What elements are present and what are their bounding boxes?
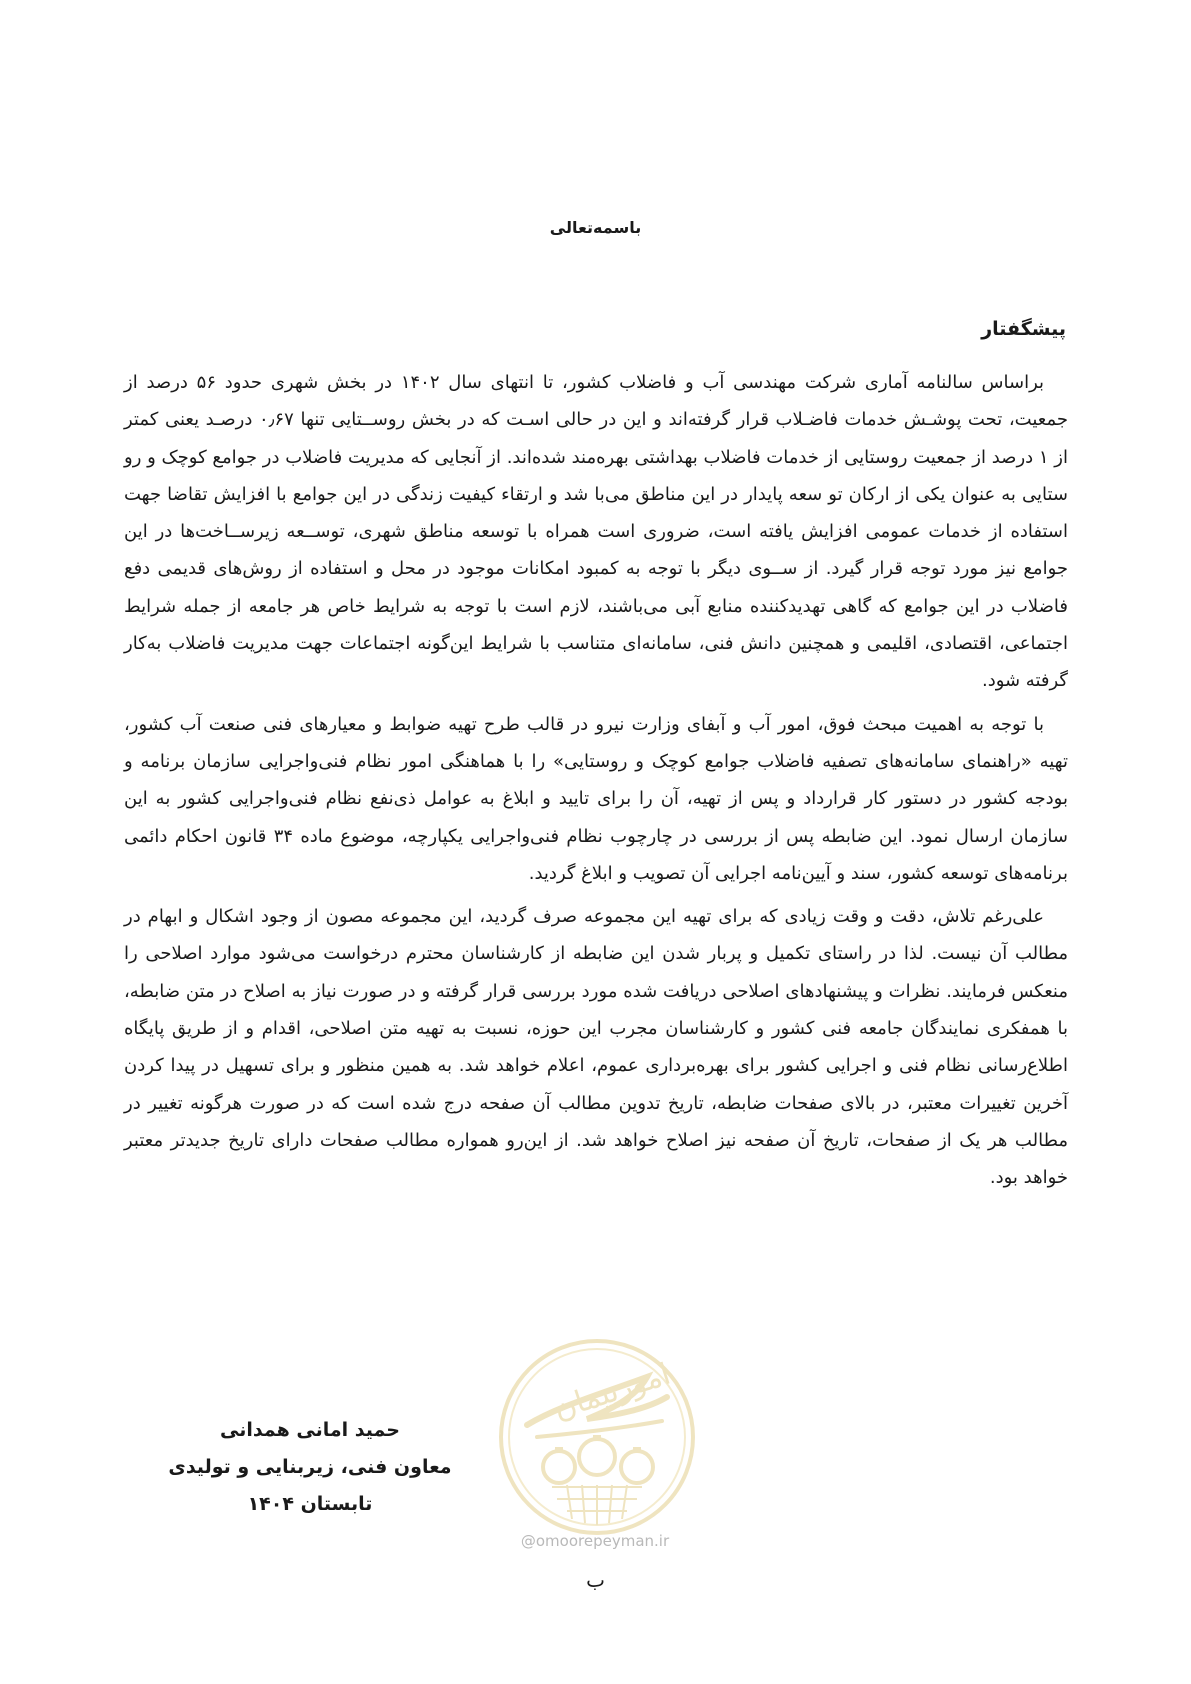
signatory-position: معاون فنی، زیربنایی و تولیدی bbox=[168, 1456, 452, 1478]
signatory-name: حمید امانی همدانی bbox=[220, 1419, 400, 1441]
preface-paragraph-2: با توجه به اهمیت مبحث فوق، امور آب و آبفای وزارت نیرو در قالب طرح تهیه ضوابط و معیارهای فنی صنعت آب کشور، تهیه «راهنمای سامانه‌های تصفیه فاضلاب جوامع کوچک و روستایی» را با هماهنگی امور نظام فنی‌واجرایی سازمان برنامه و بودجه کشور در دستور کار قرارداد و پس از تهیه، آن را برای تایید و ابلاغ به عوامل ذی‌نفع نظام فنی‌واجرایی کشور به این سازمان ارسال نمود. این ضابطه پس از بررسی در چارچوب نظام فنی‌واجرایی یکپارچه، موضوع ماده ۳۴ قانون احکام دائمی برنامه‌های توسعه کشور، سند و آیین‌نامه اجرایی آن تصویب و ابلاغ گردید. bbox=[124, 713, 1068, 884]
watermark-logo-text: امورپیمان bbox=[549, 1356, 675, 1428]
watermark-logo-icon bbox=[497, 1337, 697, 1537]
signature-date: تابستان ۱۴۰۴ bbox=[247, 1493, 373, 1515]
preface-paragraph-1: براساس سالنامه آماری شرکت مهندسی آب و فاضلاب کشور، تا انتهای سال ۱۴۰۲ در بخش شهری حدود ۵۶ درصد از جمعیت، تحت پوشـش خدمات فاضـلاب قرار گرفته‌اند و این در حالی اسـت که در بخش روســتایی تنها ۰٫۶۷ درصـد یعنی کمتر از ۱ درصد از جمعیت روستایی از خدمات فاضلاب بهداشتی بهره‌مند شده‌اند. از آنجایی که مدیریت فاضلاب در جوامع کوچک و رو ستایی به عنوان یکی از ارکان تو سعه پایدار در این مناطق می‌با شد و ارتقاء کیفیت زندگی در این جوامع با افزایش تقاضا جهت استفاده از خدمات عمومی افزایش یافته است، ضروری است همراه با توسعه مناطق شهری، توســعه زیرســاخت‌ها در این جوامع نیز مورد توجه قرار گیرد. از ســوی دیگر با توجه به کمبود امکانات موجود در محل و استفاده از روش‌های قدیمی دفع فاضلاب در این جوامع که گاهی تهدیدکننده منابع آبی می‌باشند، لازم است با توجه به شرایط خاص هر جامعه از جمله شرایط اجتماعی، اقتصادی، اقلیمی و همچنین دانش فنی، سامانه‌ای متناسب با شرایط این‌گونه اجتماعات جهت مدیریت فاضلاب به‌کار گرفته شود. bbox=[124, 372, 1068, 692]
preface-paragraph-3: علی‌رغم تلاش، دقت و وقت زیادی که برای تهیه این مجموعه صرف گردید، این مجموعه مصون از وجود اشکال و ابهام در مطالب آن نیست. لذا در راستای تکمیل و پربار شدن این ضابطه از کارشناسان محترم درخواست می‌شود موارد اصلاحی را منعکس فرمایند. نظرات و پیشنهادهای اصلاحی دریافت شده مورد بررسی قرار گرفته و در صورت نیاز به اصلاح در متن ضابطه، با همفکری نمایندگان جامعه فنی کشور و کارشناسان مجرب این حوزه، نسبت به تهیه متن اصلاحی، اقدام و از طریق پایگاه اطلاع‌رسانی نظام فنی و اجرایی کشور برای بهره‌برداری عموم، اعلام خواهد شد. به همین منظور و برای تسهیل در پیدا کردن آخرین تغییرات معتبر، در بالای صفحات ضابطه، تاریخ تدوین مطالب آن صفحه درج شده است که در صورت هرگونه تغییر در مطالب هر یک از صفحات، تاریخ آن صفحه نیز اصلاح خواهد شد. از این‌رو همواره مطالب صفحات دارای تاریخ جدیدتر معتبر خواهد بود. bbox=[124, 906, 1068, 1189]
preface-body bbox=[124, 364, 1068, 1197]
signature-block bbox=[160, 1412, 460, 1523]
preface-heading: پیشگفتار bbox=[981, 318, 1066, 340]
basmala-header: باسمه‌تعالی bbox=[549, 218, 642, 237]
page-number: ب bbox=[586, 1568, 605, 1592]
watermark-url: @omoorepeyman.ir bbox=[520, 1532, 670, 1550]
